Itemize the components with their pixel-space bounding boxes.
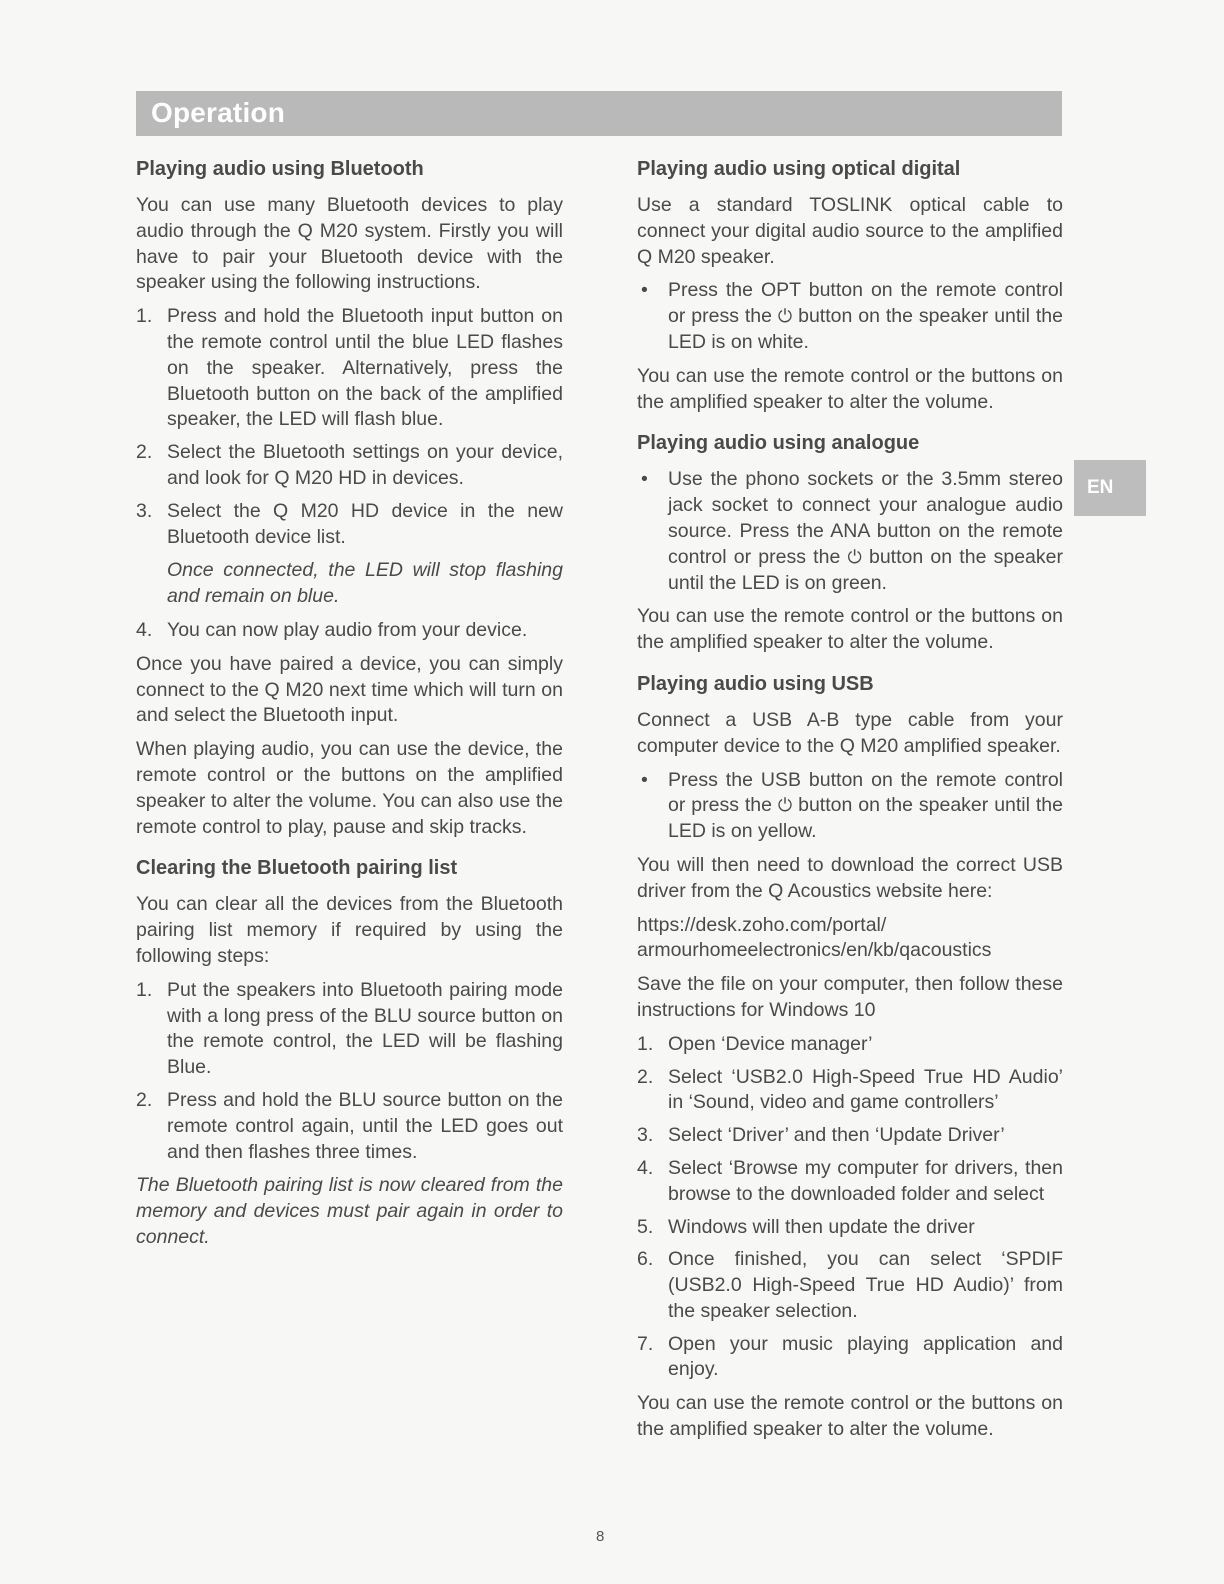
list-number: 4. <box>637 1156 654 1179</box>
section-title: Operation <box>151 97 286 128</box>
list-item <box>136 978 563 1081</box>
list-number: 2. <box>136 1088 153 1111</box>
list-text: Press and hold the BLU source button on the remote control again, until the LED goes out and then flashes three times. <box>167 1088 563 1163</box>
list-text: Select ‘Driver’ and then ‘Update Driver’ <box>668 1124 1005 1147</box>
paragraph: You can use the remote control or the buttons on the amplified speaker to alter the volume. <box>637 1392 1063 1441</box>
left-column <box>136 155 563 1259</box>
bullet-text: button on the speaker until the LED is on green. <box>668 545 1063 594</box>
bullet-icon: • <box>641 768 648 791</box>
paragraph: You can use the remote control or the buttons on the amplified speaker to alter the volume. <box>637 605 1063 654</box>
bullet-item <box>637 768 1063 845</box>
heading-analogue: Playing audio using analogue <box>637 432 920 455</box>
bullet-text: Press the USB button on the remote control or press the <box>668 768 1063 817</box>
list-number: 5. <box>637 1215 654 1238</box>
list-number: 1. <box>637 1032 654 1055</box>
numbered-list <box>136 978 563 1166</box>
paragraph: You will then need to download the correct USB driver from the Q Acoustics website here: <box>637 853 1063 902</box>
bullet-item <box>637 278 1063 355</box>
right-column <box>637 155 1063 1451</box>
list-item <box>637 1215 1063 1241</box>
list-item <box>136 440 563 492</box>
list-text: Select the Bluetooth settings on your device, and look for Q M20 HD in devices. <box>167 441 563 489</box>
heading-clearing-pairing: Clearing the Bluetooth pairing list <box>136 857 458 880</box>
heading-bluetooth: Playing audio using Bluetooth <box>136 158 424 180</box>
numbered-list <box>136 304 563 550</box>
list-text: Once finished, you can select ‘SPDIF (USB2.0 High-Speed True HD Audio)’ from the speaker selection. <box>668 1248 1063 1322</box>
power-icon: ⏻ <box>777 795 793 817</box>
heading-usb: Playing audio using USB <box>637 672 874 695</box>
paragraph: Use a standard TOSLINK optical cable to connect your digital audio source to the amplified Q M20 speaker. <box>637 194 1063 268</box>
list-item <box>637 1247 1063 1324</box>
bullet-text: Press the OPT button on the remote control or press the <box>668 279 1063 328</box>
numbered-list <box>637 1032 1063 1384</box>
list-item <box>637 1065 1063 1117</box>
paragraph: Once you have paired a device, you can simply connect to the Q M20 next time which will turn on and select the Bluetooth input. <box>136 652 563 727</box>
list-item <box>136 304 563 433</box>
bullet-icon: • <box>641 468 648 491</box>
cleared-note: The Bluetooth pairing list is now cleared from the memory and devices must pair again in order to connect. <box>136 1174 563 1248</box>
list-text: Open your music playing application and enjoy. <box>668 1332 1063 1381</box>
list-text: Windows will then update the driver <box>668 1215 975 1238</box>
bullet-text: button on the speaker until the LED is on yellow. <box>668 794 1063 843</box>
power-icon: ⏻ <box>847 546 862 568</box>
list-text: Open ‘Device manager’ <box>668 1032 873 1055</box>
list-item <box>136 618 563 644</box>
paragraph: You can use the remote control or the buttons on the amplified speaker to alter the volume. <box>637 364 1063 413</box>
paragraph: You can clear all the devices from the Bluetooth pairing list memory if required by using the following steps: <box>136 893 563 967</box>
section-banner <box>136 91 1062 136</box>
page-number: 8 <box>596 1528 605 1545</box>
support-url[interactable]: https://desk.zoho.com/portal/ armourhomeelectronics/en/kb/qacoustics <box>637 913 992 962</box>
list-item <box>637 1156 1063 1208</box>
bullet-list <box>637 278 1063 355</box>
list-number: 1. <box>136 305 153 328</box>
list-number: 3. <box>136 499 153 522</box>
list-text: Select ‘USB2.0 High-Speed True HD Audio’ in ‘Sound, video and game controllers’ <box>668 1065 1063 1114</box>
bullet-item <box>637 467 1063 596</box>
list-text: Select ‘Browse my computer for drivers, then browse to the downloaded folder and select <box>668 1156 1063 1205</box>
list-text: Press and hold the Bluetooth input button on the remote control until the blue LED flashes on the speaker. Alternatively, press the Bluetooth button on the back of the amplified speaker, the LED will flash blue. <box>167 305 563 431</box>
list-text: You can now play audio from your device. <box>167 618 528 641</box>
list-number: 3. <box>637 1124 654 1147</box>
list-number: 6. <box>637 1248 654 1271</box>
paragraph: When playing audio, you can use the device, the remote control or the buttons on the amplified speaker to alter the volume. You can also use the remote control to play, pause and skip tracks. <box>136 738 563 838</box>
list-item <box>136 499 563 551</box>
bullet-list <box>637 467 1063 596</box>
paragraph: Connect a USB A-B type cable from your computer device to the Q M20 amplified speaker. <box>637 708 1063 757</box>
list-number: 1. <box>136 978 153 1001</box>
list-item <box>637 1332 1063 1384</box>
list-text: Put the speakers into Bluetooth pairing mode with a long press of the BLU source button on the remote control, the LED will be flashing Blue. <box>167 978 563 1079</box>
list-number: 2. <box>136 441 153 464</box>
list-item <box>136 1088 563 1165</box>
power-icon: ⏻ <box>777 306 793 328</box>
list-item <box>637 1123 1063 1149</box>
bullet-list <box>637 768 1063 845</box>
list-text: Select the Q M20 HD device in the new Bluetooth device list. <box>167 499 563 548</box>
list-number: 7. <box>637 1332 654 1355</box>
bullet-text: button on the speaker until the LED is on white. <box>668 305 1063 353</box>
heading-optical: Playing audio using optical digital <box>637 158 961 180</box>
list-item <box>637 1032 1063 1058</box>
connected-note: Once connected, the LED will stop flashing and remain on blue. <box>167 559 563 608</box>
list-number: 4. <box>136 618 153 641</box>
list-number: 2. <box>637 1065 654 1088</box>
bullet-icon: • <box>641 279 648 302</box>
language-tab: EN <box>1074 460 1146 516</box>
paragraph: Save the file on your computer, then follow these instructions for Windows 10 <box>637 973 1063 1021</box>
numbered-list <box>136 618 563 644</box>
paragraph: You can use many Bluetooth devices to play audio through the Q M20 system. Firstly you will have to pair your Bluetooth device with the speaker using the following instructions. <box>136 194 563 294</box>
bullet-text: Use the phono sockets or the 3.5mm stereo jack socket to connect your analogue audio source. Press the ANA button on the remote control or press the <box>668 468 1063 568</box>
